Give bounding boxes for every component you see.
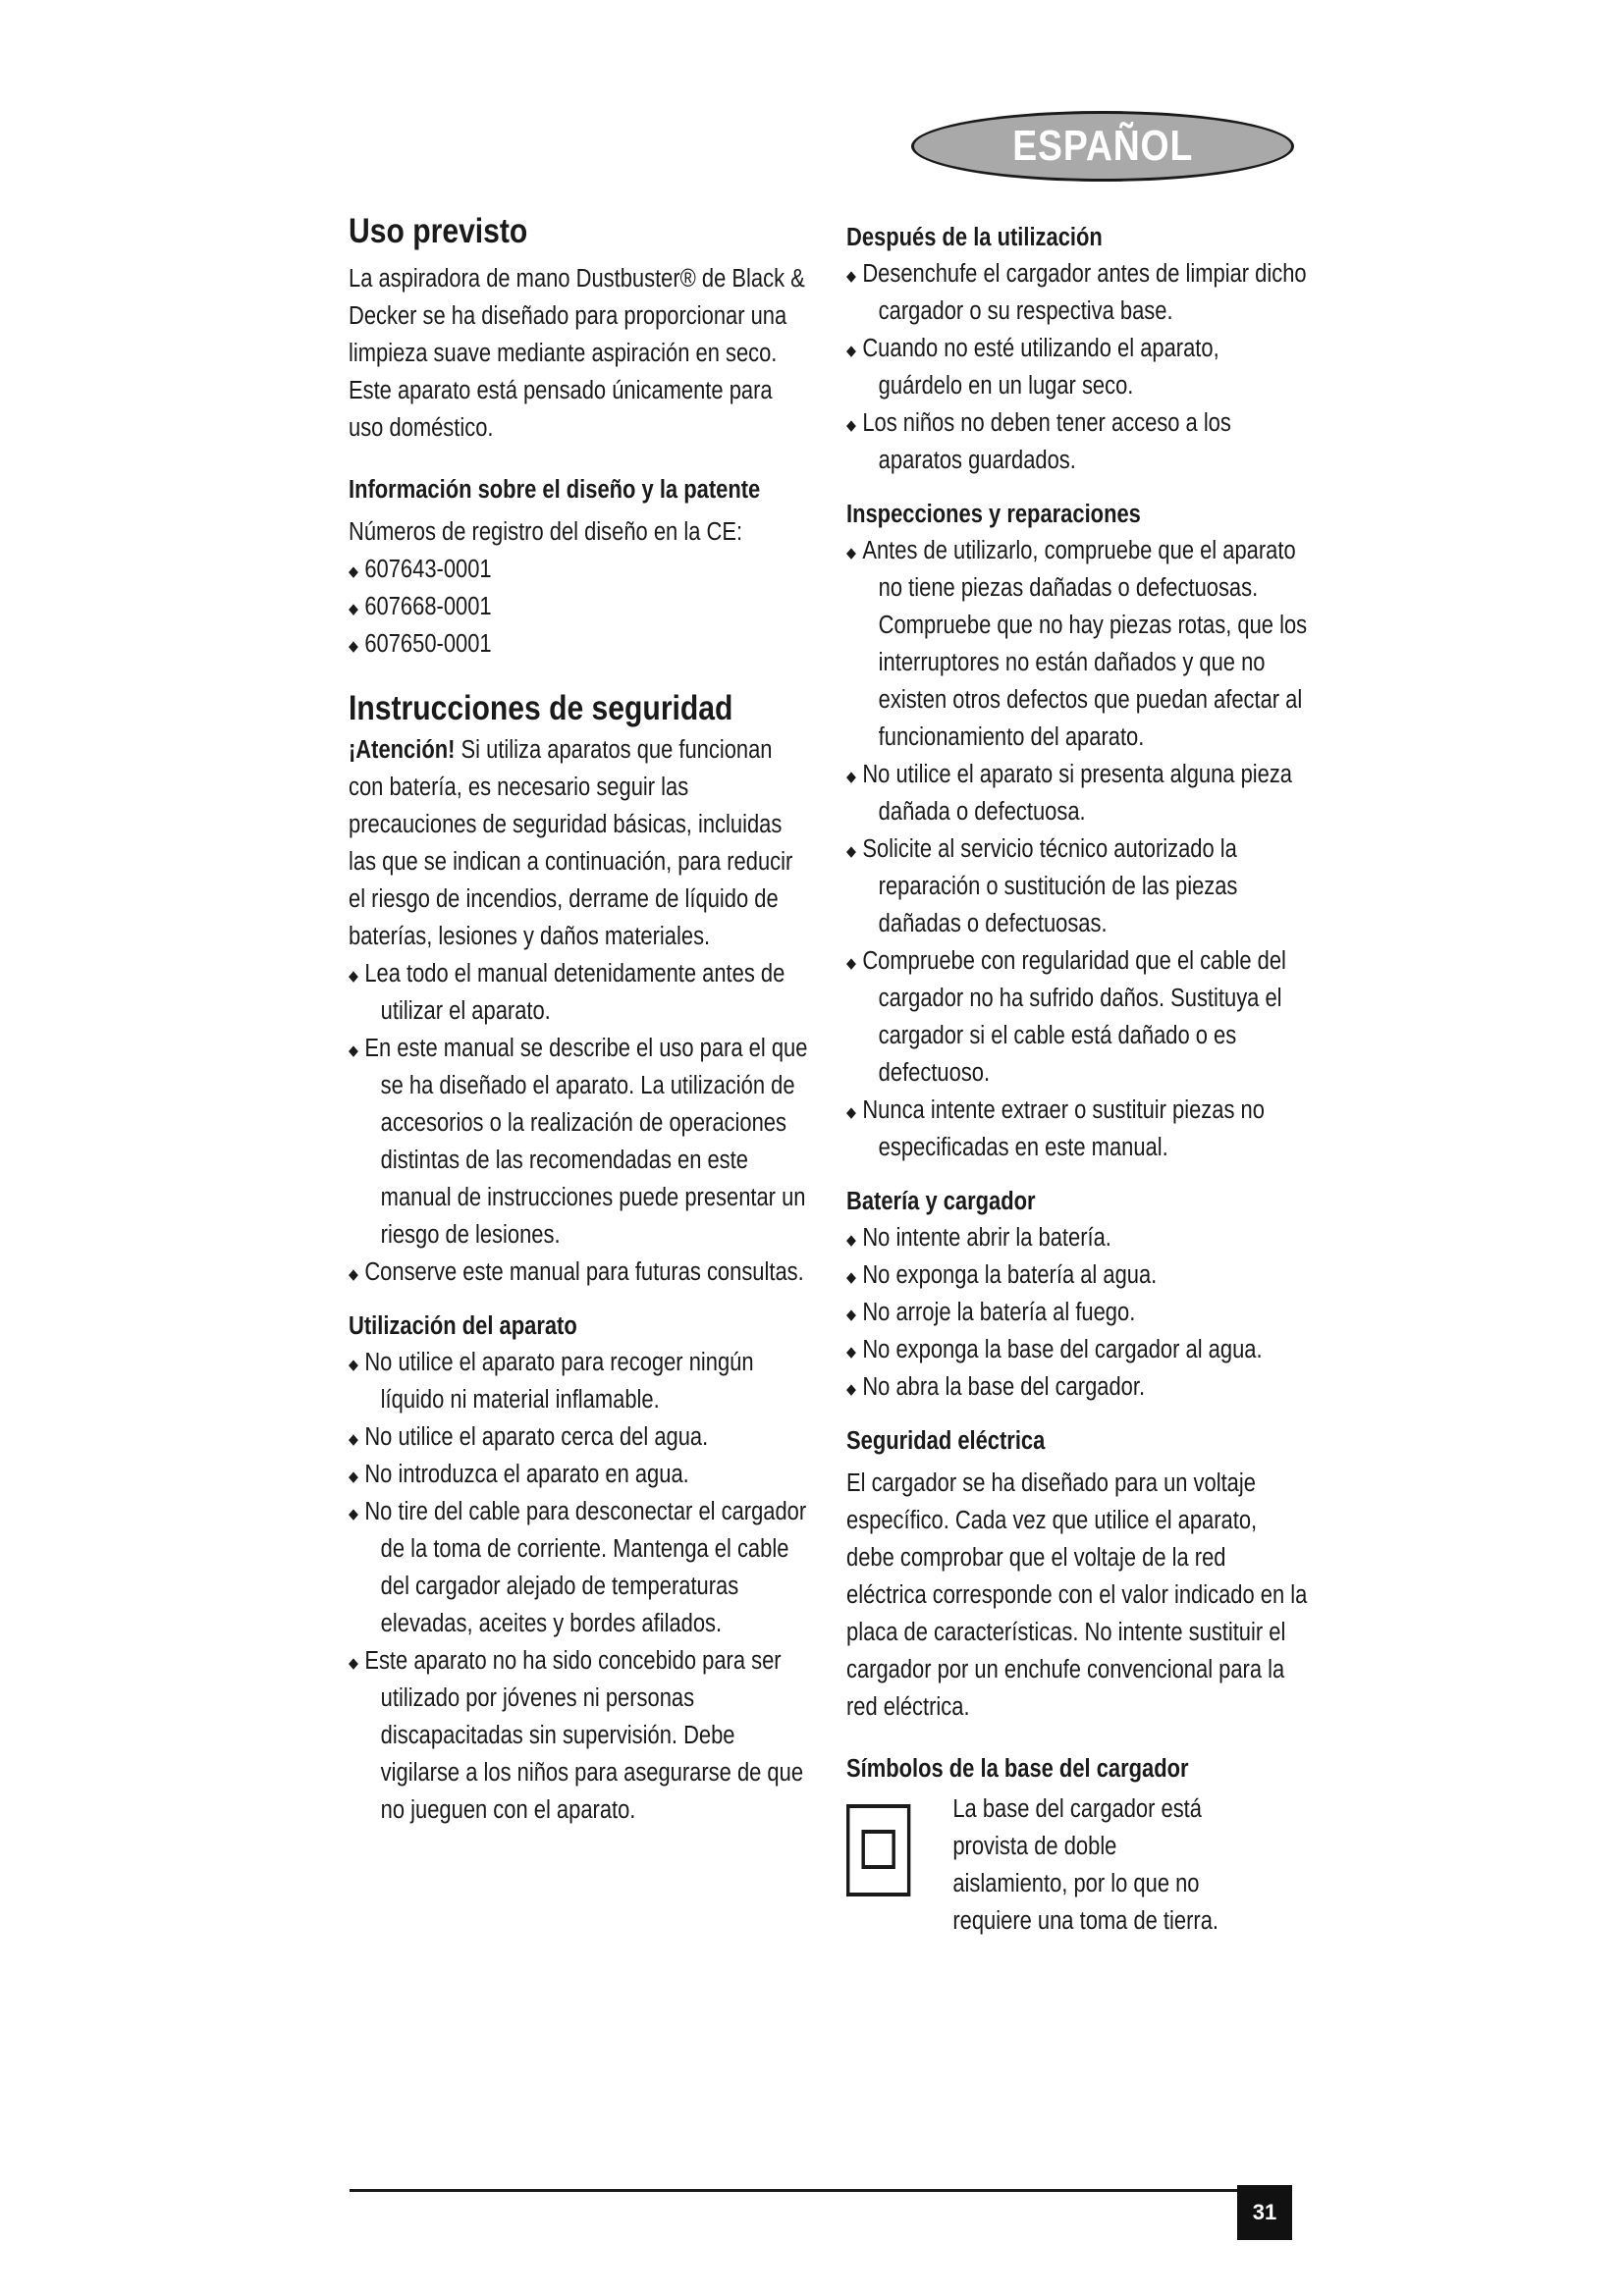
list-item: ◆ En este manual se describe el uso para el que se ha diseñado el aparato. La utilización de accesorios o la realización de operaciones distintas de las recomendadas en este manual de instrucciones puede presentar un riesgo de lesiones. bbox=[349, 1030, 810, 1254]
list-item: ◆ No exponga la batería al agua. bbox=[846, 1256, 1308, 1294]
battery-title: Batería y cargador bbox=[846, 1188, 1036, 1215]
list-item: ◆ Desenchufe el cargador antes de limpiar dicho cargador o su respectiva base. bbox=[846, 255, 1308, 330]
list-item: ◆ Antes de utilizarlo, compruebe que el aparato no tiene piezas dañadas o defectuosas. Compruebe que no hay piezas rotas, que los interruptores no están dañados y que no existen otros defectos que puedan afectar al funcionamiento del aparato. bbox=[846, 532, 1308, 756]
symbols-title: Símbolos de la base del cargador bbox=[846, 1755, 1189, 1783]
list-item: ◆ No introduzca el aparato en agua. bbox=[349, 1456, 810, 1493]
footer-rule bbox=[350, 2189, 1292, 2192]
intended-use-text: La aspiradora de mano Dustbuster® de Black & Decker se ha diseñado para proporcionar una limpieza suave mediante aspiración en seco. bbox=[349, 265, 805, 367]
list-item: ◆ Los niños no deben tener acceso a los aparatos guardados. bbox=[846, 404, 1308, 479]
design-list bbox=[349, 551, 810, 663]
symbol-row bbox=[846, 1790, 1308, 1940]
list-item: ◆ No abra la base del cargador. bbox=[846, 1368, 1308, 1406]
list-item: ◆ Solicite al servicio técnico autorizado la reparación o sustitución de las piezas dañadas o defectuosas. bbox=[846, 830, 1308, 942]
battery-list bbox=[846, 1219, 1308, 1406]
list-item: ◆ No tire del cable para desconectar el cargador de la toma de corriente. Mantenga el cable del cargador alejado de temperaturas elevadas, aceites y bordes afilados. bbox=[349, 1493, 810, 1642]
after-use-title: Después de la utilización bbox=[846, 224, 1103, 251]
safety-title: Instrucciones de seguridad bbox=[349, 689, 733, 727]
design-title: Información sobre el diseño y la patente bbox=[349, 476, 761, 504]
language-label: ESPAÑOL bbox=[1012, 122, 1193, 170]
list-item: ◆ Conserve este manual para futuras consultas. bbox=[349, 1254, 810, 1291]
left-column bbox=[349, 211, 810, 1829]
list-item: ◆ Lea todo el manual detenidamente antes de utilizar el aparato. bbox=[349, 955, 810, 1030]
list-item: ◆ No arroje la batería al fuego. bbox=[846, 1294, 1308, 1331]
language-tab bbox=[911, 111, 1294, 182]
list-item: ◆ Cuando no esté utilizando el aparato, guárdelo en un lugar seco. bbox=[846, 330, 1308, 404]
double-insulation-icon bbox=[846, 1804, 910, 1896]
design-intro: Números de registro del diseño en la CE: bbox=[349, 518, 743, 546]
page-number: 31 bbox=[1237, 2185, 1292, 2240]
right-column bbox=[846, 220, 1308, 1940]
list-item: ◆ No utilice el aparato si presenta alguna pieza dañada o defectuosa. bbox=[846, 756, 1308, 830]
electrical-text: El cargador se ha diseñado para un voltaje específico. Cada vez que utilice el aparato, debe comprobar que el voltaje de la red eléctrica corresponde con el valor indicado en la placa de características. No intente sustituir el cargador por un enchufe convencional para la red eléctrica. bbox=[846, 1469, 1308, 1721]
safety-list bbox=[349, 955, 810, 1291]
safety-intro-paragraph bbox=[349, 731, 810, 955]
after-use-list bbox=[846, 255, 1308, 479]
usage-title: Utilización del aparato bbox=[349, 1312, 577, 1340]
list-item: ◆ 607650-0001 bbox=[349, 625, 810, 663]
list-item: ◆ No utilice el aparato para recoger ningún líquido ni material inflamable. bbox=[349, 1344, 810, 1418]
inspections-title: Inspecciones y reparaciones bbox=[846, 501, 1141, 528]
intended-use-title: Uso previsto bbox=[349, 212, 528, 250]
list-item: ◆ 607668-0001 bbox=[349, 588, 810, 625]
usage-list bbox=[349, 1344, 810, 1829]
list-item: ◆ Nunca intente extraer o sustituir piezas no especificadas en este manual. bbox=[846, 1092, 1308, 1166]
attention-label: ¡Atención! bbox=[349, 736, 456, 764]
safety-intro: Si utiliza aparatos que funcionan con batería, es necesario seguir las precauciones de seguridad básicas, incluidas las que se indican a continuación, para reducir el riesgo de incendios, derrame de líquido de baterías, lesiones y daños materiales. bbox=[349, 736, 793, 950]
list-item: ◆ Este aparato no ha sido concebido para ser utilizado por jóvenes ni personas discapacitadas sin supervisión. Debe vigilarse a los niños para asegurarse de que no jueguen con el aparato. bbox=[349, 1642, 810, 1829]
list-item: ◆ No intente abrir la batería. bbox=[846, 1219, 1308, 1256]
symbols-text: La base del cargador está provista de doble aislamiento, por lo que no requiere una toma de tierra. bbox=[952, 1795, 1218, 1935]
intended-use-domestic: Este aparato está pensado únicamente para uso doméstico. bbox=[349, 377, 773, 442]
list-item: ◆ No exponga la base del cargador al agua. bbox=[846, 1331, 1308, 1368]
inspections-list bbox=[846, 532, 1308, 1166]
list-item: ◆ Compruebe con regularidad que el cable del cargador no ha sufrido daños. Sustituya el cargador si el cable está dañado o es defectuoso. bbox=[846, 942, 1308, 1092]
list-item: ◆ No utilice el aparato cerca del agua. bbox=[349, 1418, 810, 1456]
electrical-title: Seguridad eléctrica bbox=[846, 1427, 1046, 1455]
list-item: ◆ 607643-0001 bbox=[349, 551, 810, 588]
